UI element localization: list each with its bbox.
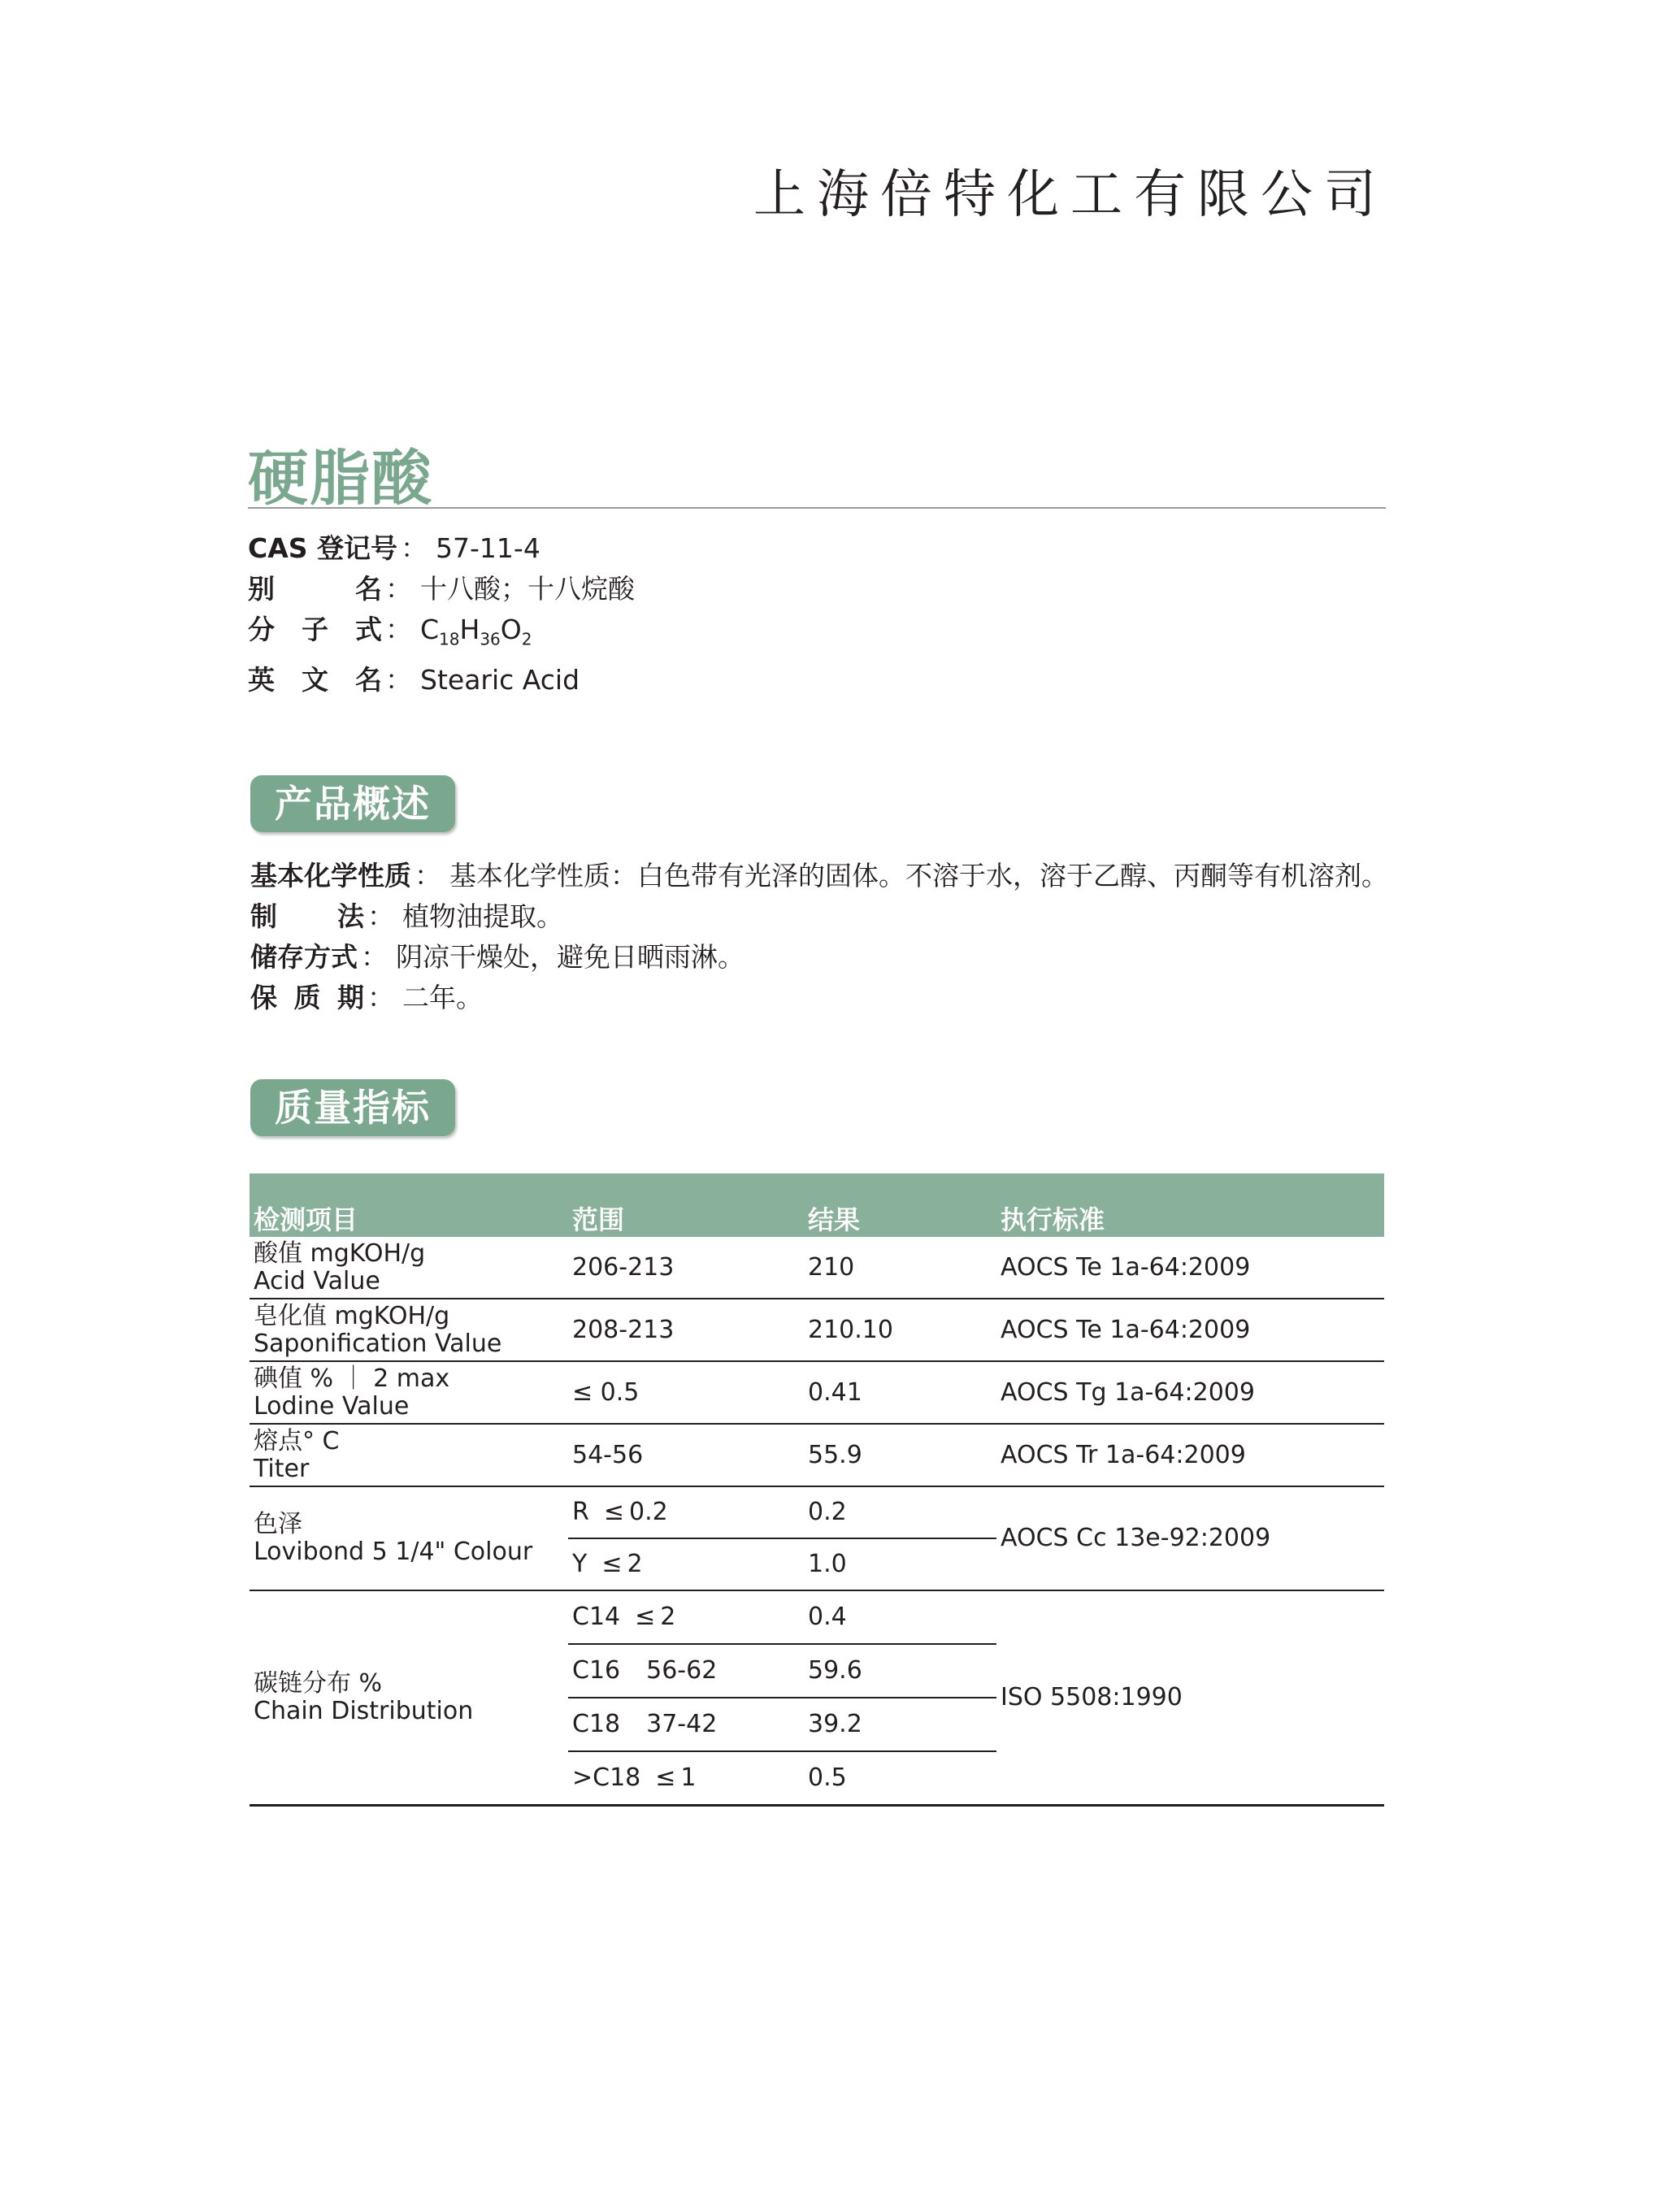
saponification-standard: AOCS Te 1a-64:2009 [996, 1299, 1384, 1361]
quality-spec-table [250, 1173, 1384, 1807]
iodine-result: 0.41 [804, 1361, 996, 1424]
cas-row: CAS 登记号 ： 57-11-4 [248, 528, 635, 569]
alias-row: 别名 ： 十八酸；十八烷酸 [248, 569, 635, 609]
product-overview [250, 856, 1388, 1018]
english-name-value: Stearic Acid [420, 663, 580, 696]
shelf-life-row: 保质期 ： 二年。 [250, 978, 1388, 1018]
acid-value-item: 酸值 mgKOH/g Acid Value [250, 1237, 568, 1299]
table-row [250, 1237, 1384, 1299]
header-range: 范围 [568, 1173, 804, 1237]
chain-c16-result: 59.6 [804, 1644, 996, 1698]
product-title: 硬脂酸 [248, 444, 433, 514]
iodine-range: ≤ 0.5 [568, 1361, 804, 1424]
shelf-life-value: 二年。 [402, 982, 483, 1013]
colour-standard: AOCS Cc 13e-92:2009 [996, 1486, 1384, 1590]
saponification-item: 皂化值 mgKOH/g Saponification Value [250, 1299, 568, 1361]
chain-gc18-result: 0.5 [804, 1751, 996, 1806]
iodine-item: 碘值 % ｜ 2 max Lodine Value [250, 1361, 568, 1424]
chain-c18-range: C18 37-42 [568, 1698, 804, 1751]
acid-value-result: 210 [804, 1237, 996, 1299]
storage-value: 阴凉干燥处，避免日晒雨淋。 [396, 941, 744, 973]
overview-heading: 产品概述 [250, 775, 455, 832]
iodine-standard: AOCS Tg 1a-64:2009 [996, 1361, 1384, 1424]
header-test-item: 检测项目 [250, 1173, 568, 1237]
titer-item: 熔点° C Titer [250, 1424, 568, 1486]
colour-item: 色泽 Lovibond 5 1/4" Colour [250, 1486, 568, 1590]
titer-standard: AOCS Tr 1a-64:2009 [996, 1424, 1384, 1486]
saponification-range: 208-213 [568, 1299, 804, 1361]
saponification-result: 210.10 [804, 1299, 996, 1361]
table-row [250, 1590, 1384, 1644]
table-header-row [250, 1173, 1384, 1237]
method-row: 制法 ： 植物油提取。 [250, 896, 1388, 937]
table-row [250, 1486, 1384, 1538]
storage-row: 储存方式 ： 阴凉干燥处，避免日晒雨淋。 [250, 937, 1388, 978]
chain-c16-range: C16 56-62 [568, 1644, 804, 1698]
product-identity [248, 528, 635, 701]
company-name: 上海倍特化工有限公司 [753, 165, 1387, 225]
table-row [250, 1424, 1384, 1486]
quality-heading: 质量指标 [250, 1079, 455, 1136]
chain-c14-range: C14 ≤ 2 [568, 1590, 804, 1644]
alias-label: 别名 [248, 573, 382, 605]
chain-c18-result: 39.2 [804, 1698, 996, 1751]
method-label: 制法 [250, 900, 364, 932]
acid-value-range: 206-213 [568, 1237, 804, 1299]
method-value: 植物油提取。 [402, 900, 563, 932]
titer-range: 54-56 [568, 1424, 804, 1486]
table-row [250, 1299, 1384, 1361]
shelf-life-label: 保质期 [250, 982, 364, 1013]
formula-label: 分子式 [248, 614, 382, 645]
cas-label: CAS 登记号 [248, 532, 398, 564]
titer-result: 55.9 [804, 1424, 996, 1486]
colour-r-range: R ≤ 0.2 [568, 1486, 804, 1538]
english-name-row: 英文名 ： Stearic Acid [248, 660, 635, 701]
chain-standard: ISO 5508:1990 [996, 1590, 1384, 1806]
colour-y-result: 1.0 [804, 1538, 996, 1590]
formula-row: 分子式 ： $C_{18}H_{36}O_2$ [248, 609, 635, 660]
chain-gc18-range: >C18 ≤ 1 [568, 1751, 804, 1806]
header-result: 结果 [804, 1173, 996, 1237]
header-standard: 执行标准 [996, 1173, 1384, 1237]
storage-label: 储存方式 [250, 941, 358, 973]
properties-value: 基本化学性质：白色带有光泽的固体。不溶于水，溶于乙醇、丙酮等有机溶剂。 [449, 860, 1388, 891]
colour-r-result: 0.2 [804, 1486, 996, 1538]
title-divider [248, 507, 1386, 509]
chain-c14-result: 0.4 [804, 1590, 996, 1644]
properties-row: 基本化学性质 ： 基本化学性质：白色带有光泽的固体。不溶于水，溶于乙醇、丙酮等有机溶剂。 [250, 856, 1388, 896]
formula-value: $C_{18}H_{36}O_2$ [420, 614, 532, 649]
cas-value: 57-11-4 [436, 532, 540, 564]
colour-y-range: Y ≤ 2 [568, 1538, 804, 1590]
english-name-label: 英文名 [248, 663, 382, 696]
alias-value: 十八酸；十八烷酸 [420, 573, 635, 605]
table-row [250, 1361, 1384, 1424]
acid-value-standard: AOCS Te 1a-64:2009 [996, 1237, 1384, 1299]
properties-label: 基本化学性质 [250, 860, 411, 891]
chain-item: 碳链分布 % Chain Distribution [250, 1590, 568, 1806]
